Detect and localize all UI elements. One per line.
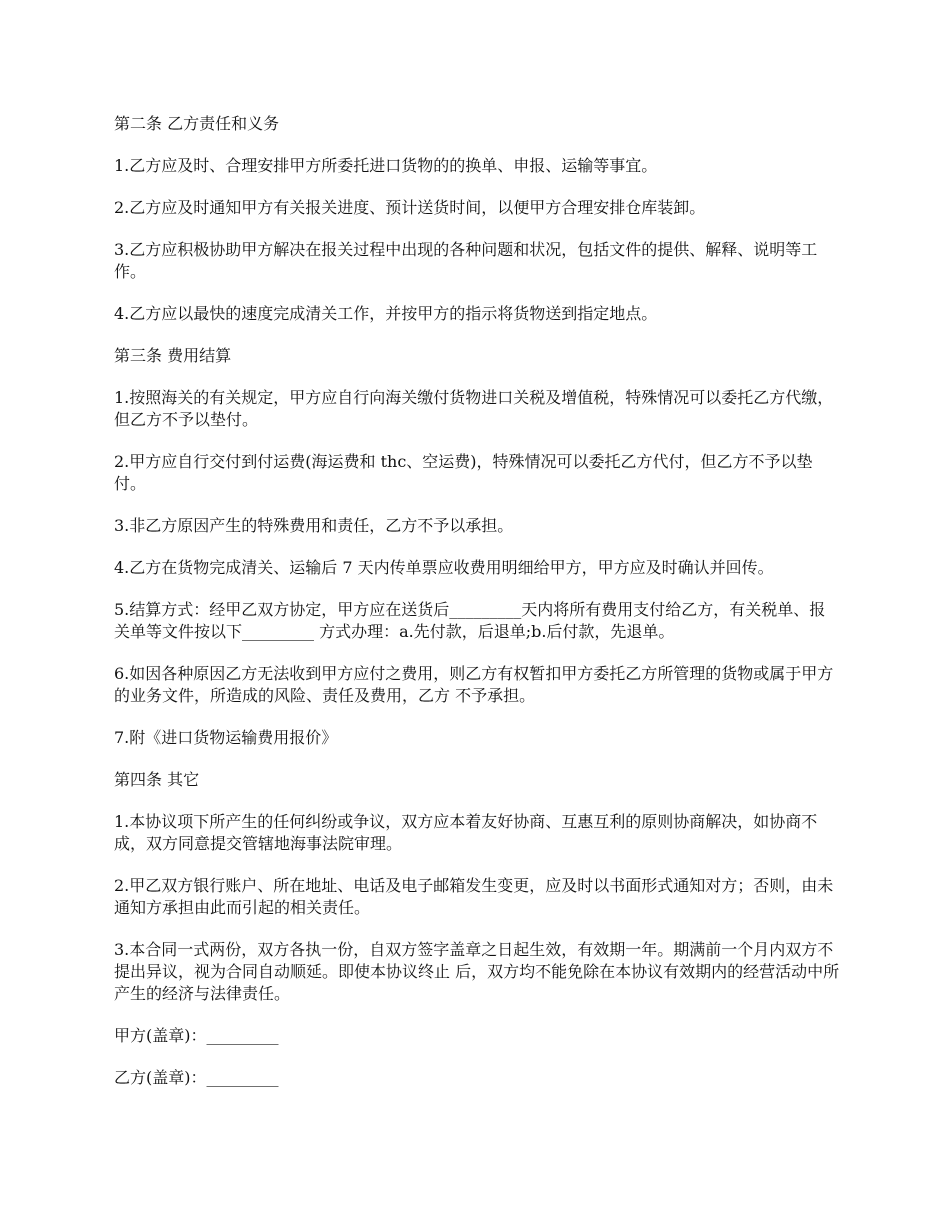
- party-b-seal-line: 乙方(盖章)：_________: [114, 1068, 279, 1087]
- document-body: [114, 113, 840, 1109]
- section-heading-article-4: 第四条 其它: [114, 770, 200, 789]
- section-heading-article-3: 第三条 费用结算: [114, 346, 232, 365]
- paragraph-4-2: 2.甲乙双方银行账户、所在地址、电话及电子邮箱发生变更，应及时以书面形式通知对方；否则，由未通知方承担由此而引起的相关责任。: [114, 876, 834, 917]
- paragraph-2-3: 3.乙方应积极协助甲方解决在报关过程中出现的各种问题和状况，包括文件的提供、解释、说明等工作。: [114, 240, 818, 281]
- paragraph-3-5: 5.结算方式：经甲乙双方协定，甲方应在送货后_________天内将所有费用支付给乙方，有关税单、报关单等文件按以下_________ 方式办理：a.先付款，后退单;b.后付款，先退单。: [114, 600, 826, 641]
- paragraph-3-2: 2.甲方应自行交付到付运费(海运费和 thc、空运费)，特殊情况可以委托乙方代付，但乙方不予以垫付。: [114, 452, 813, 493]
- paragraph-3-4: 4.乙方在货物完成清关、运输后 7 天内传单票应收费用明细给甲方，甲方应及时确认并回传。: [114, 558, 774, 577]
- paragraph-3-6: 6.如因各种原因乙方无法收到甲方应付之费用，则乙方有权暂扣甲方委托乙方所管理的货物或属于甲方的业务文件，所造成的风险、责任及费用，乙方 不予承担。: [114, 664, 834, 705]
- paragraph-2-1: 1.乙方应及时、合理安排甲方所委托进口货物的的换单、申报、运输等事宜。: [114, 156, 658, 175]
- section-heading-article-2: 第二条 乙方责任和义务: [114, 114, 280, 133]
- paragraph-3-1: 1.按照海关的有关规定，甲方应自行向海关缴付货物进口关税及增值税，特殊情况可以委托乙方代缴，但乙方不予以垫付。: [114, 388, 834, 429]
- paragraph-4-1: 1.本协议项下所产生的任何纠纷或争议，双方应本着友好协商、互惠互利的原则协商解决，如协商不成，双方同意提交管辖地海事法院审理。: [114, 812, 818, 853]
- paragraph-2-4: 4.乙方应以最快的速度完成清关工作，并按甲方的指示将货物送到指定地点。: [114, 304, 658, 323]
- paragraph-3-3: 3.非乙方原因产生的特殊费用和责任，乙方不予以承担。: [114, 516, 514, 535]
- paragraph-3-7: 7.附《进口货物运输费用报价》: [114, 728, 338, 747]
- paragraph-4-3: 3.本合同一式两份，双方各执一份，自双方签字盖章之日起生效，有效期一年。期满前一个月内双方不提出异议，视为合同自动顺延。即使本协议终止 后，双方均不能免除在本协议有效期内的经营活动中所产生的经济与法律责任。: [114, 940, 840, 1003]
- party-a-seal-line: 甲方(盖章)：_________: [114, 1026, 279, 1045]
- paragraph-2-2: 2.乙方应及时通知甲方有关报关进度、预计送货时间，以便甲方合理安排仓库装卸。: [114, 198, 706, 217]
